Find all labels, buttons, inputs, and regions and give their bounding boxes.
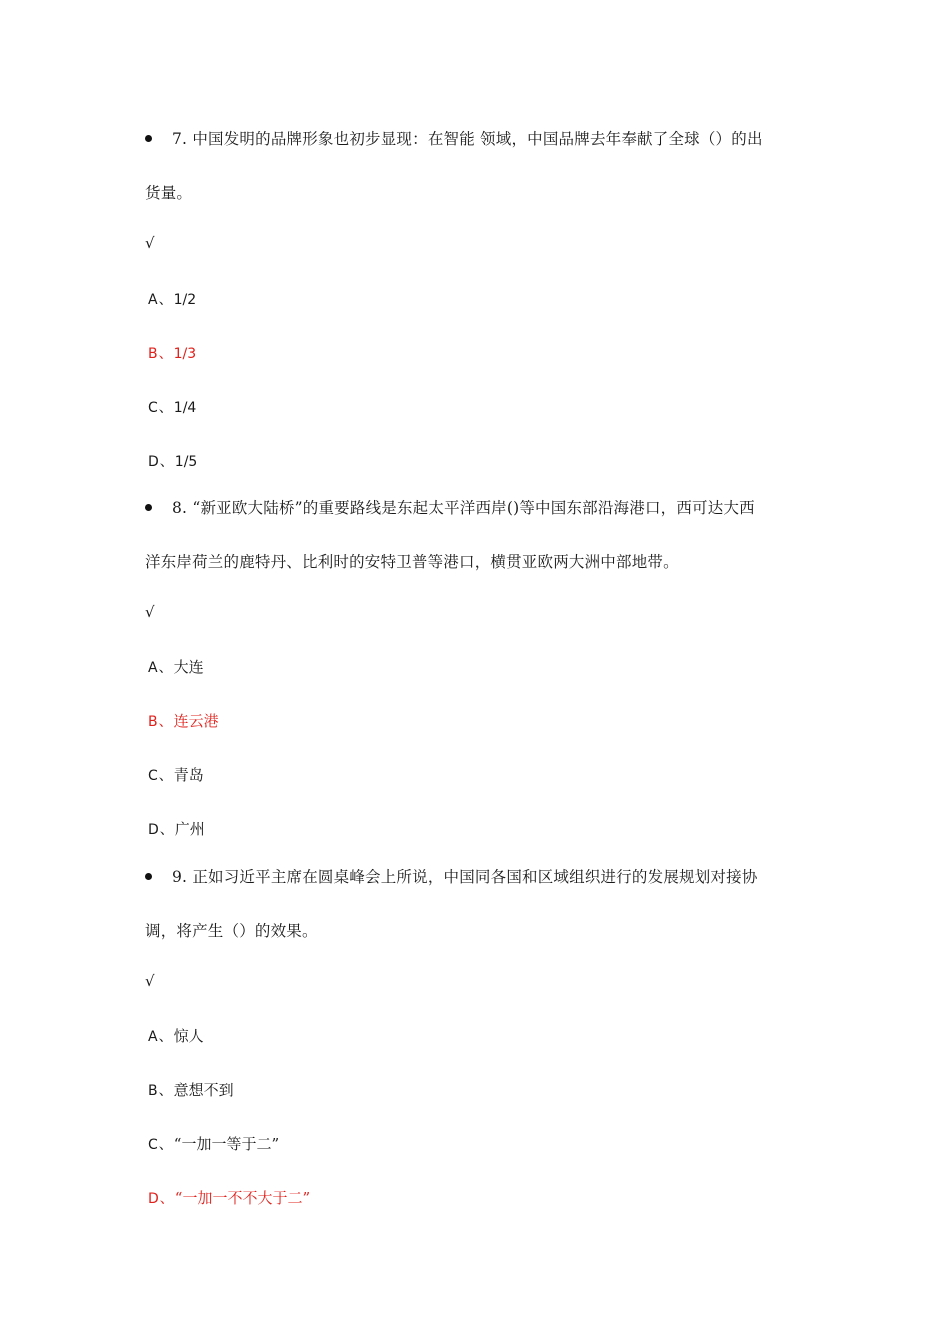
- option-8-d: D、广州: [148, 820, 205, 838]
- question-8-line2: 洋东岸荷兰的鹿特丹、比利时的安特卫普等港口，横贯亚欧两大洲中部地带。: [145, 553, 679, 571]
- option-8-c: C、青岛: [148, 766, 204, 784]
- question-text: 8. “新亚欧大陆桥”的重要路线是东起太平洋西岸()等中国东部沿海港口，西可达大西: [172, 499, 755, 517]
- bullet-icon: [145, 873, 152, 880]
- question-text: 7. 中国发明的品牌形象也初步显现：在智能 领域，中国品牌去年奉献了全球（）的出: [172, 130, 763, 148]
- question-9-line2: 调，将产生（）的效果。: [145, 922, 318, 940]
- question-7-line2: 货量。: [145, 184, 193, 202]
- question-7-line1: [145, 127, 763, 149]
- check-mark-icon: √: [145, 972, 155, 990]
- question-9-line1: [145, 865, 758, 887]
- option-9-b: B、意想不到: [148, 1081, 234, 1099]
- check-mark-icon: √: [145, 234, 155, 252]
- bullet-icon: [145, 504, 152, 511]
- option-9-c: C、“一加一等于二”: [148, 1135, 280, 1153]
- option-7-c: C、1/4: [148, 400, 197, 416]
- option-7-d: D、1/5: [148, 454, 198, 470]
- option-9-a: A、惊人: [148, 1027, 204, 1045]
- bullet-icon: [145, 135, 152, 142]
- question-8-line1: [145, 496, 755, 518]
- question-text: 9. 正如习近平主席在圆桌峰会上所说，中国同各国和区域组织进行的发展规划对接协: [172, 868, 758, 886]
- option-7-a: A、1/2: [148, 292, 197, 308]
- check-mark-icon: √: [145, 603, 155, 621]
- option-7-b-correct: B、1/3: [148, 346, 197, 362]
- option-9-d-correct: D、“一加一不不大于二”: [148, 1189, 311, 1207]
- option-8-b-correct: B、连云港: [148, 712, 219, 730]
- option-8-a: A、大连: [148, 658, 204, 676]
